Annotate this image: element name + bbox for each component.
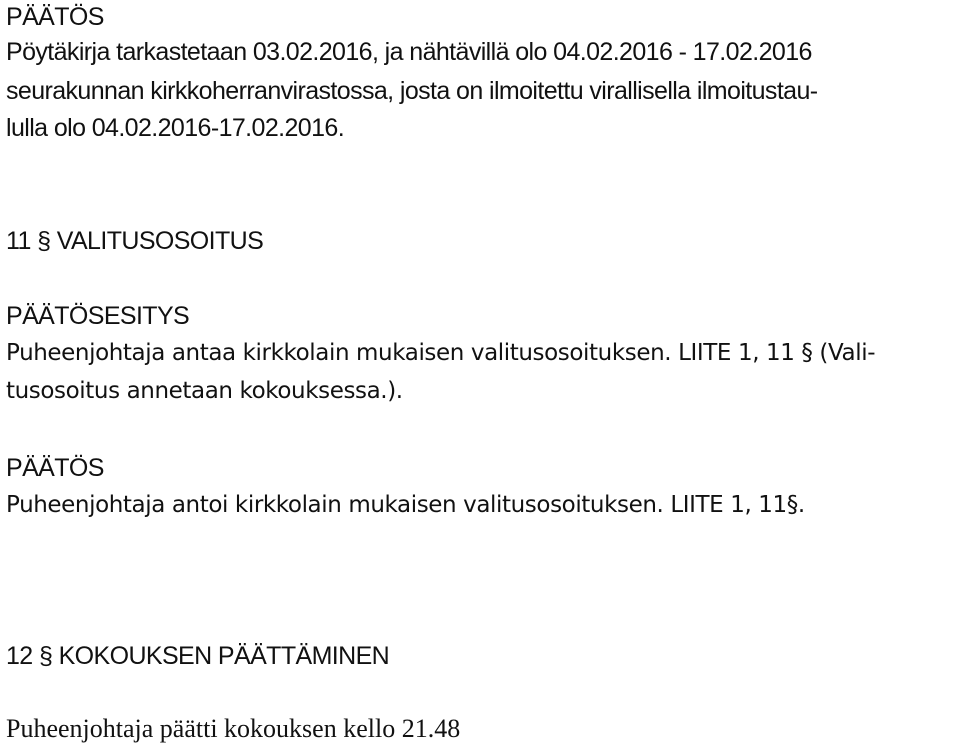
decision-text-line-1: Pöytäkirja tarkastetaan 03.02.2016, ja nähtävillä olo 04.02.2016 - 17.02.2016 — [6, 38, 812, 66]
section-11-heading: 11 § VALITUSOSOITUS — [6, 227, 264, 255]
proposal-text-line-2: tusosoitus annetaan kokouksessa.). — [6, 378, 403, 404]
decision-text-line-2: seurakunnan kirkkoherranvirastossa, josta on ilmoitettu virallisella ilmoitustau- — [6, 77, 818, 105]
decision-heading: PÄÄTÖS — [6, 3, 104, 31]
section-11-decision-text: Puheenjohtaja antoi kirkkolain mukaisen valitusosoituksen. LIITE 1, 11§. — [6, 492, 805, 518]
decision-text-line-3: lulla olo 04.02.2016-17.02.2016. — [6, 114, 345, 142]
section-12-text: Puheenjohtaja päätti kokouksen kello 21.48 — [6, 714, 461, 743]
proposal-heading: PÄÄTÖSESITYS — [6, 302, 190, 330]
proposal-text-line-1: Puheenjohtaja antaa kirkkolain mukaisen valitusosoituksen. LIITE 1, 11 § (Vali- — [6, 340, 876, 366]
section-11-decision-heading: PÄÄTÖS — [6, 454, 104, 482]
section-12-heading: 12 § KOKOUKSEN PÄÄTTÄMINEN — [6, 642, 390, 670]
